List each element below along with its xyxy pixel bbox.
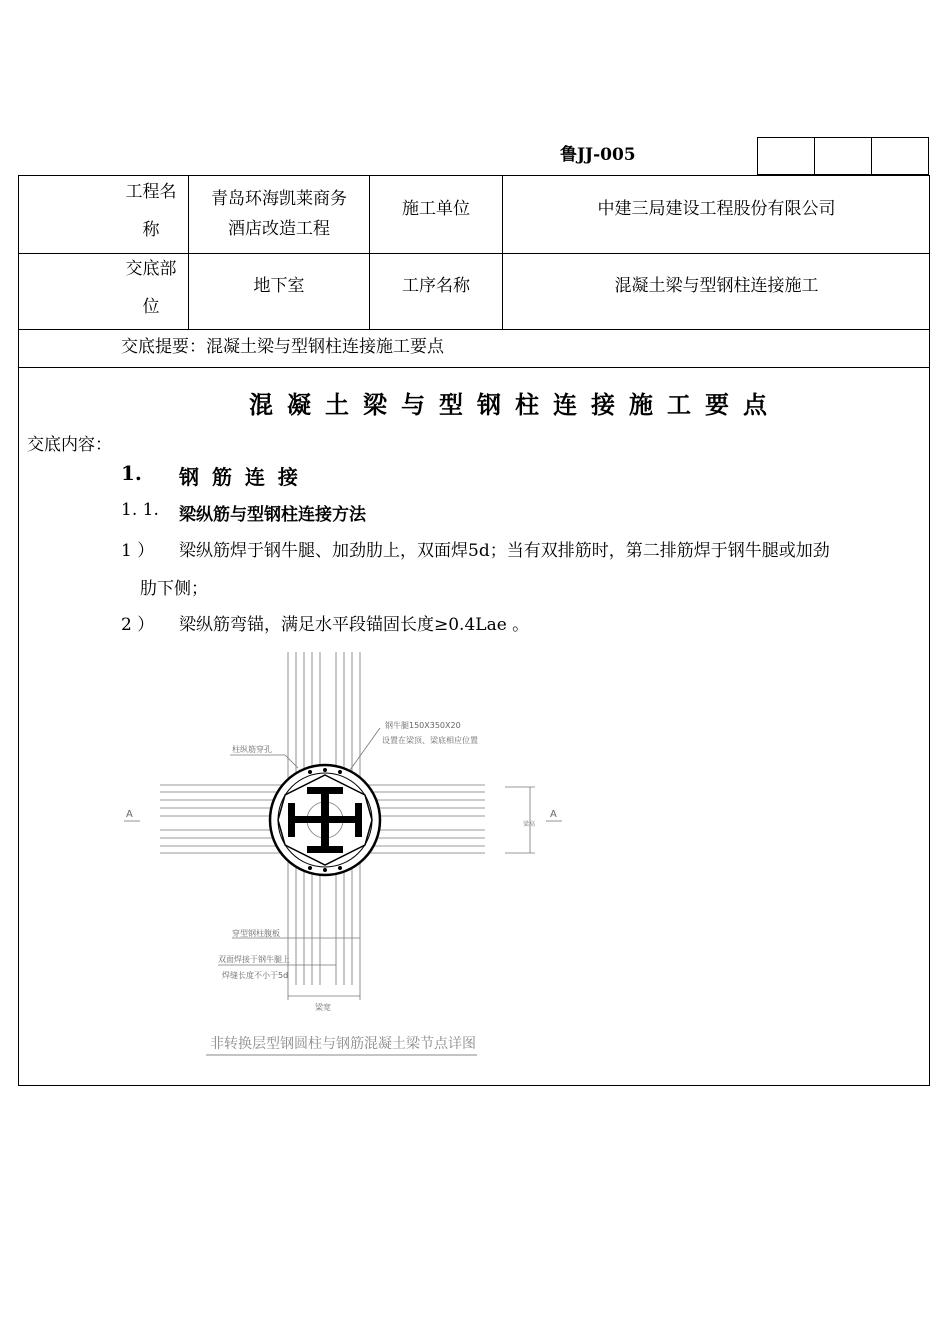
row-divider xyxy=(18,367,930,368)
label-line: 位 xyxy=(142,297,160,317)
process-value: 混凝土梁与型钢柱连接施工 xyxy=(614,276,819,296)
joint-detail-drawing xyxy=(110,640,590,1070)
subsection-title: 梁纵筋与型钢柱连接方法 xyxy=(179,505,366,525)
section-title: 钢 筋 连 接 xyxy=(179,465,301,489)
project-name-value xyxy=(189,176,369,252)
drawing-caption: 非转换层型钢圆柱与钢筋混凝土梁节点详图 xyxy=(210,1036,476,1052)
label-line: 称 xyxy=(142,220,160,240)
item-text-cont: 肋下侧； xyxy=(140,579,208,599)
contractor-value: 中建三局建设工程股份有限公司 xyxy=(597,199,836,219)
content-title: 混凝土梁与型钢柱连接施工要点 xyxy=(249,390,781,419)
bracket-label: 钢牛腿150X350X20 xyxy=(385,721,461,730)
section-number: 1. xyxy=(121,461,142,485)
section-mark-left: A xyxy=(126,809,133,820)
hole-label: 柱纵筋穿孔 xyxy=(232,745,272,754)
signature-box xyxy=(814,137,871,175)
summary: 交底提要：混凝土梁与型钢柱连接施工要点 xyxy=(121,337,444,357)
item-text: 梁纵筋弯锚，满足水平段锚固长度≥0.4Lae 。 xyxy=(179,615,530,635)
value-line: 酒店改造工程 xyxy=(228,219,330,239)
contractor-label: 施工单位 xyxy=(402,199,470,219)
web-label: 穿型钢柱腹板 xyxy=(232,929,280,938)
value-line: 青岛环海凯莱商务 xyxy=(211,189,347,209)
signature-box xyxy=(871,137,929,175)
subsection-number: 1. 1. xyxy=(121,500,159,520)
label-line: 工程名 xyxy=(125,182,177,202)
weld-length-label: 焊缝长度不小于5d xyxy=(222,971,289,980)
process-label: 工序名称 xyxy=(402,276,470,296)
beam-height-label: 梁高 xyxy=(523,821,536,828)
signature-box xyxy=(757,137,814,175)
signature-boxes xyxy=(757,137,929,175)
item-number: 1 ） xyxy=(121,541,155,561)
section-mark-right: A xyxy=(550,809,557,820)
content-intro: 交底内容： xyxy=(27,435,112,455)
beam-width-label: 梁宽 xyxy=(315,1003,331,1012)
item-number: 2 ） xyxy=(121,615,155,635)
item-text: 梁纵筋焊于钢牛腿、加劲肋上，双面焊5d；当有双排筋时，第二排筋焊于钢牛腿或加劲 xyxy=(179,541,830,561)
weld-label: 双面焊接于钢牛腿上 xyxy=(218,955,290,964)
bracket-note: 设置在梁顶、梁底相应位置 xyxy=(382,736,478,745)
location-label xyxy=(120,253,182,323)
label-line: 交底部 xyxy=(125,259,177,279)
row-divider xyxy=(18,329,930,330)
project-name-label xyxy=(120,176,182,246)
location-value: 地下室 xyxy=(253,276,305,296)
document-code: 鲁JJ-005 xyxy=(560,145,636,165)
